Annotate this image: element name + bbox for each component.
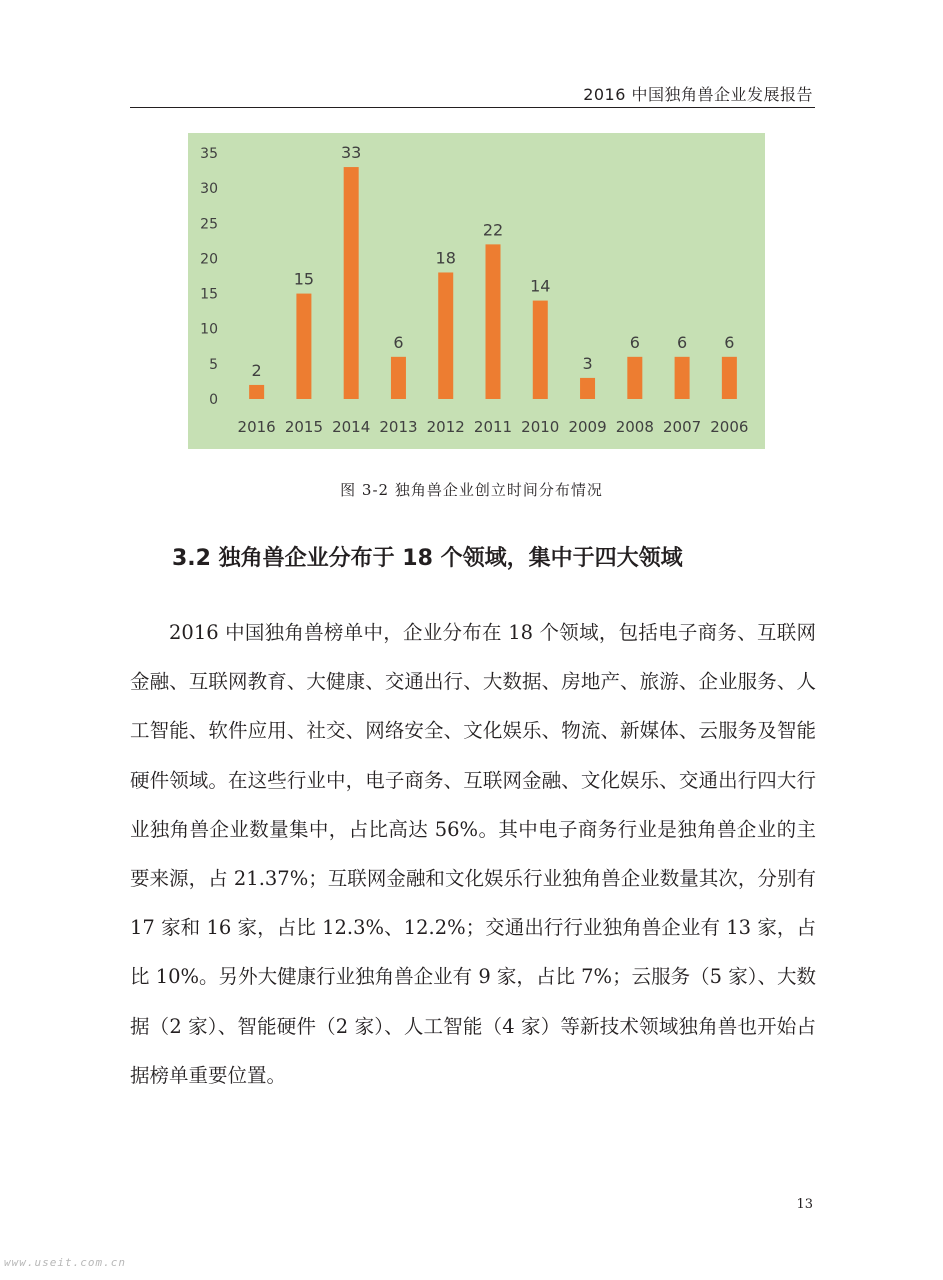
y-tick-label-7: 35: [200, 146, 218, 162]
data-label-2015: 15: [293, 269, 315, 289]
y-tick-label-0: 0: [209, 392, 218, 408]
y-tick-label-3: 15: [200, 286, 218, 303]
bar-2013: [391, 357, 406, 399]
x-tick-label-2013: 2013: [379, 418, 418, 436]
x-tick-label-2016: 2016: [237, 418, 276, 436]
x-tick-label-2010: 2010: [521, 418, 560, 436]
x-tick-label-2011: 2011: [473, 418, 513, 436]
data-label-2014: 33: [341, 143, 362, 163]
body-paragraph: 2016 中国独角兽榜单中，企业分布在 18 个领域，包括电子商务、互联网金融、互联网教育、大健康、交通出行、大数据、房地产、旅游、企业服务、人工智能、软件应用、社交、网络安全、文化娱乐、物流、新媒体、云服务及智能硬件领域。在这些行业中，电子商务、互联网金融、文化娱乐、交通出行四大行业独角兽企业数量集中，占比高达 56%。其中电子商务行业是独角兽企业的主要来源，占 21.37%；互联网金融和文化娱乐行业独角兽企业数量其次，分别有 17 家和 16 家，占比 12.3%、12.2%；交通出行行业独角兽企业有 13 家，占比 10%。另外大健康行业独角兽企业有 9 家，占比 7%；云服务（5 家）、大数据（2 家）、智能硬件（2 家）、人工智能（4 家）等新技术领域独角兽也开始占据榜单重要位置。: [130, 621, 816, 1087]
y-tick-label-5: 25: [200, 216, 218, 233]
bar-2006: [722, 357, 737, 399]
data-label-2016: 2: [251, 360, 262, 380]
bar-2007: [675, 357, 690, 399]
data-label-2008: 6: [629, 332, 640, 352]
bar-2011: [486, 244, 501, 399]
data-label-2009: 3: [582, 353, 593, 373]
section-heading: 3.2 独角兽企业分布于 18 个领域，集中于四大领域: [172, 546, 683, 571]
bar-2009: [580, 378, 595, 399]
x-tick-label-2012: 2012: [426, 418, 465, 436]
data-label-2013: 6: [393, 332, 404, 352]
figure-caption: 图 3-2 独角兽企业创立时间分布情况: [340, 481, 603, 499]
bar-2010: [533, 301, 548, 399]
bar-2014: [344, 167, 359, 399]
data-label-2011: 22: [482, 220, 504, 240]
x-tick-label-2007: 2007: [662, 418, 702, 436]
data-label-2010: 14: [530, 276, 551, 296]
y-tick-label-4: 20: [200, 251, 218, 268]
bar-2015: [296, 294, 311, 399]
data-label-2012: 18: [435, 248, 456, 268]
bar-2012: [438, 272, 453, 399]
y-tick-label-1: 5: [209, 356, 218, 373]
chart-svg: [188, 133, 765, 449]
bar-2008: [627, 357, 642, 399]
founding-year-bar-chart: [188, 133, 765, 449]
x-tick-label-2009: 2009: [568, 418, 607, 436]
page-number: 13: [796, 1197, 813, 1212]
bar-2016: [249, 385, 264, 399]
running-header-title: 2016 中国独角兽企业发展报告: [583, 85, 813, 104]
watermark-text: www.useit.com.cn: [4, 1256, 126, 1269]
x-tick-label-2006: 2006: [710, 418, 749, 436]
data-label-2006: 6: [724, 332, 735, 352]
x-tick-label-2014: 2014: [332, 418, 371, 436]
y-tick-label-6: 30: [200, 181, 218, 198]
y-tick-label-2: 10: [200, 321, 218, 338]
header-divider: [130, 107, 815, 108]
x-tick-label-2008: 2008: [615, 418, 654, 436]
data-label-2007: 6: [676, 332, 688, 352]
x-tick-label-2015: 2015: [284, 418, 324, 436]
